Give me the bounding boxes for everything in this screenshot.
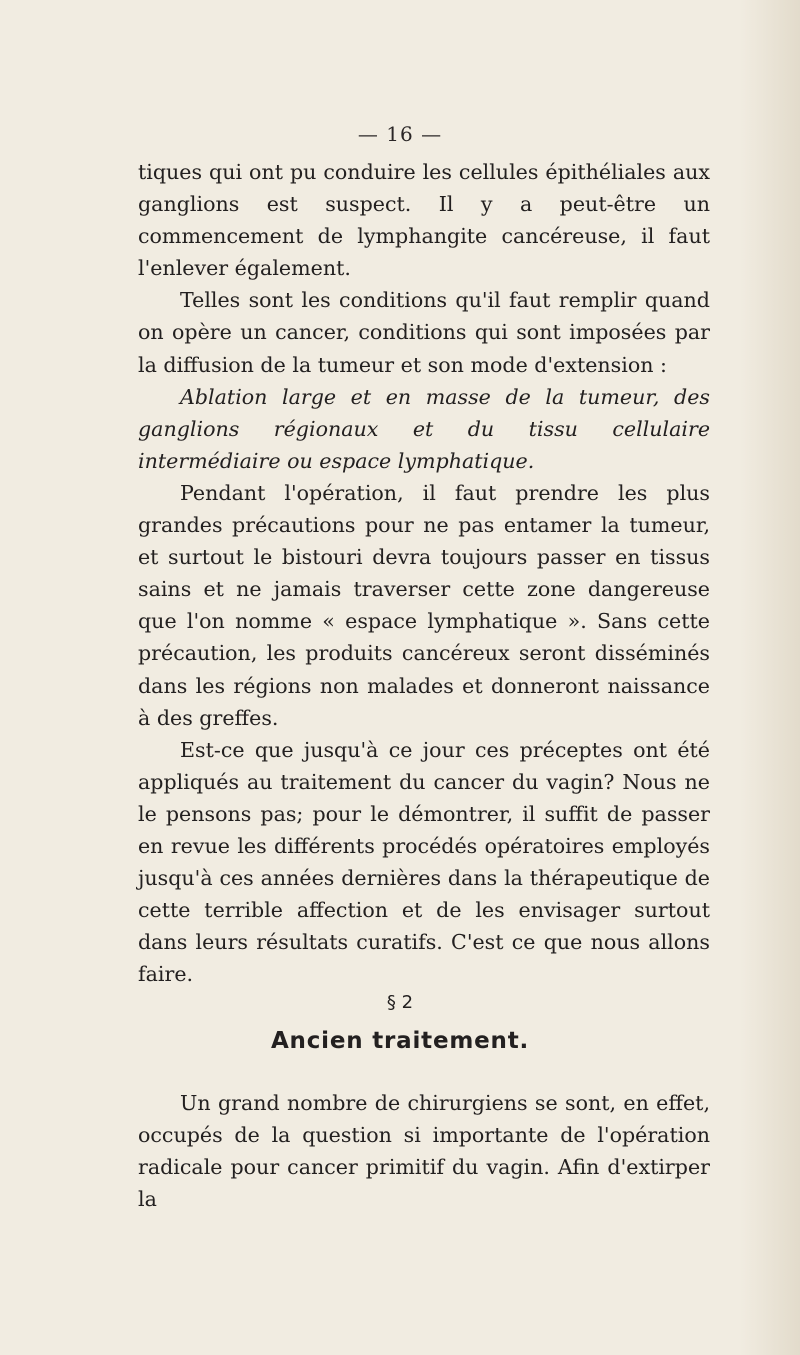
paragraph: Un grand nombre de chirurgiens se sont, en effet, occupés de la question si importante de l'opération radicale pour cancer primitif du vagin. Afin d'extirper la bbox=[138, 1091, 710, 1212]
page-edge-shadow bbox=[740, 0, 800, 1355]
section-number: § 2 bbox=[386, 992, 414, 1013]
body-text bbox=[138, 156, 710, 990]
section-body-text bbox=[138, 1087, 710, 1215]
section-title: Ancien traitement. bbox=[270, 1028, 530, 1054]
paragraph: Est-ce que jusqu'à ce jour ces préceptes ont été appliqués au traitement du cancer du vagin? Nous ne le pensons pas; pour le démontrer, il suffit de passer en revue les différents procédés opératoires employés jusqu'à ces années dernières dans la thérapeutique de cette terrible affection et de les envisager surtout dans leurs résultats curatifs. C'est ce que nous allons faire. bbox=[138, 737, 710, 987]
paragraph: Telles sont les conditions qu'il faut remplir quand on opère un cancer, conditions qui sont imposées par la diffusion de la tumeur et son mode d'extension : bbox=[138, 288, 710, 377]
paragraph: Pendant l'opération, il faut prendre les plus grandes précautions pour ne pas entamer la tumeur, et surtout le bistouri devra toujours passer en tissus sains et ne jamais traverser cette zone dangereuse que l'on nomme « espace lymphatique ». Sans cette précaution, les produits cancéreux seront disséminés dans les régions non malades et donneront naissance à des greffes. bbox=[138, 480, 710, 730]
paragraph: tiques qui ont pu conduire les cellules épithéliales aux ganglions est suspect. Il y a peut-être un commencement de lymphangite cancéreuse, il faut l'enlever également. bbox=[138, 160, 710, 281]
page-number: — 16 — bbox=[357, 122, 443, 146]
emphasized-paragraph: Ablation large et en masse de la tumeur, des ganglions régionaux et du tissu cellulaire intermédiaire ou espace lymphatique. bbox=[138, 384, 710, 473]
